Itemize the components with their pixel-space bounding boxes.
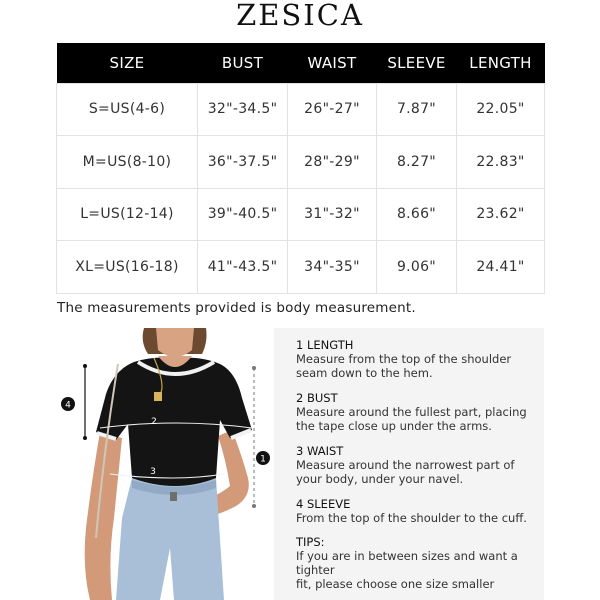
cell-size: XL=US(16-18) <box>57 241 198 294</box>
cell-sleeve: 8.27" <box>377 136 457 189</box>
header-bust: BUST <box>198 43 288 83</box>
tips-heading: TIPS: <box>296 535 325 549</box>
table-row <box>57 188 545 241</box>
table-row <box>57 83 545 136</box>
cell-length: 24.41" <box>457 241 545 294</box>
cell-length: 22.83" <box>457 136 545 189</box>
header-waist: WAIST <box>288 43 377 83</box>
cell-waist: 28"-29" <box>288 136 377 189</box>
cell-bust: 39"-40.5" <box>198 188 288 241</box>
cell-bust: 41"-43.5" <box>198 241 288 294</box>
guide-line: seam down to the hem. <box>296 366 433 380</box>
guide-line: Measure around the fullest part, placing <box>296 405 527 419</box>
guide-tips <box>296 535 544 591</box>
model-figure <box>56 328 274 600</box>
guide-line: Measure around the narrowest part of <box>296 458 515 472</box>
header-length: LENGTH <box>457 43 545 83</box>
table-row <box>57 136 545 189</box>
header-size: SIZE <box>57 43 198 83</box>
cell-waist: 26"-27" <box>288 83 377 136</box>
cell-length: 23.62" <box>457 188 545 241</box>
cell-sleeve: 7.87" <box>377 83 457 136</box>
guide-item-sleeve <box>296 497 544 525</box>
marker-sleeve: 4 <box>65 400 71 411</box>
guide-item-bust <box>296 391 544 433</box>
cell-waist: 31"-32" <box>288 188 377 241</box>
model-illustration <box>56 328 274 600</box>
guide-heading: 1 LENGTH <box>296 338 354 352</box>
cell-bust: 32"-34.5" <box>198 83 288 136</box>
size-chart-table <box>56 43 545 294</box>
cell-bust: 36"-37.5" <box>198 136 288 189</box>
marker-length: 1 <box>260 454 266 465</box>
cell-length: 22.05" <box>457 83 545 136</box>
guide-line: your body, under your navel. <box>296 472 464 486</box>
table-header-row <box>57 43 545 83</box>
guide-line: the tape close up under the arms. <box>296 419 492 433</box>
header-sleeve: SLEEVE <box>377 43 457 83</box>
measurement-guide <box>274 328 544 600</box>
cell-sleeve: 8.66" <box>377 188 457 241</box>
guide-heading: 4 SLEEVE <box>296 497 351 511</box>
cell-waist: 34"-35" <box>288 241 377 294</box>
guide-item-waist <box>296 444 544 486</box>
marker-bust: 2 <box>151 417 157 427</box>
cell-size: M=US(8-10) <box>57 136 198 189</box>
guide-heading: 3 WAIST <box>296 444 344 458</box>
cell-size: L=US(12-14) <box>57 188 198 241</box>
guide-item-length <box>296 338 544 380</box>
cell-sleeve: 9.06" <box>377 241 457 294</box>
guide-heading: 2 BUST <box>296 391 338 405</box>
tips-line: If you are in between sizes and want a tighter <box>296 549 518 577</box>
marker-waist: 3 <box>150 467 156 477</box>
measurement-note: The measurements provided is body measurement. <box>57 300 416 316</box>
guide-line: Measure from the top of the shoulder <box>296 352 512 366</box>
cell-size: S=US(4-6) <box>57 83 198 136</box>
brand-logo: ZESICA <box>236 0 364 32</box>
table-row <box>57 241 545 294</box>
tips-line: fit, please choose one size smaller <box>296 577 495 591</box>
guide-line: From the top of the shoulder to the cuff. <box>296 511 527 525</box>
